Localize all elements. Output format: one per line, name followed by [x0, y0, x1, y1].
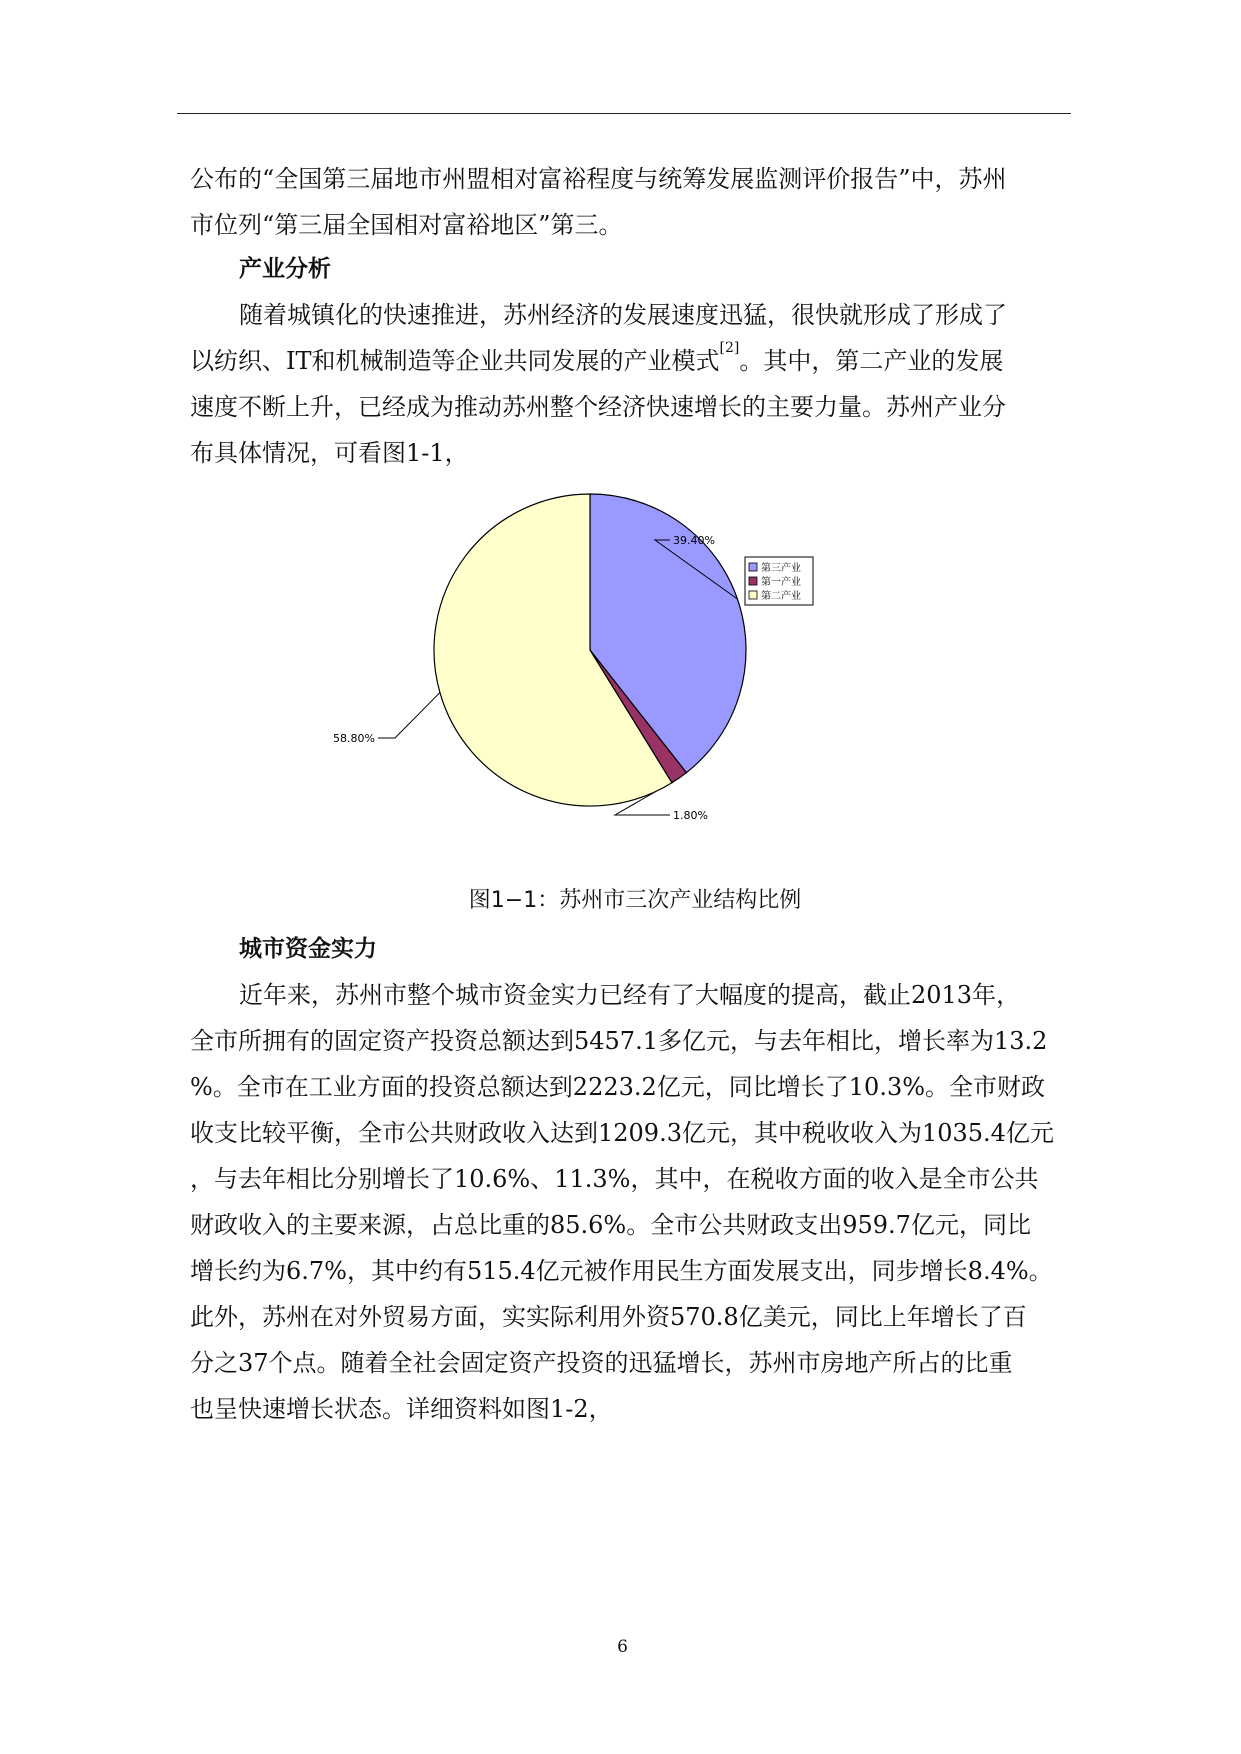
- citation-reference[interactable]: [2]: [719, 340, 740, 356]
- leader-line-secondary: [378, 693, 440, 738]
- header-rule: [177, 113, 1071, 114]
- paragraph-text: 。其中，第二产业的发展: [739, 347, 1004, 375]
- legend-swatch-secondary: [749, 591, 757, 599]
- section-heading-funds: 城市资金实力: [239, 936, 377, 962]
- legend-swatch-primary: [749, 577, 757, 585]
- paragraph-line: ，与去年相比分别增长了10.6%、11.3%，其中，在税收方面的收入是全市公共: [190, 1165, 1039, 1193]
- paragraph-line: 速度不断上升，已经成为推动苏州整个经济快速增长的主要力量。苏州产业分: [190, 393, 1006, 421]
- pie-chart-svg: [333, 480, 940, 840]
- data-label-primary: 1.80%: [673, 809, 708, 822]
- page-number: 6: [617, 1637, 628, 1657]
- data-label-tertiary: 39.40%: [673, 534, 715, 547]
- paragraph-line: 财政收入的主要来源，占总比重的85.6%。全市公共财政支出959.7亿元，同比: [190, 1211, 1031, 1239]
- legend-label-primary: 第一产业: [761, 577, 801, 588]
- industry-pie-chart: [333, 480, 940, 840]
- industry-section: [190, 246, 1060, 476]
- paragraph-line: 也呈快速增长状态。详细资料如图1-2，: [190, 1395, 613, 1423]
- paragraph-line: 此外，苏州在对外贸易方面，实实际利用外资570.8亿美元，同比上年增长了百: [190, 1303, 1027, 1331]
- legend-label-secondary: 第二产业: [761, 591, 801, 602]
- paragraph-line: 收支比较平衡，全市公共财政收入达到1209.3亿元，其中税收收入为1035.4亿元: [190, 1119, 1054, 1147]
- paragraph-line: 分之37个点。随着全社会固定资产投资的迅猛增长，苏州市房地产所占的比重: [190, 1349, 1013, 1377]
- paragraph-line: 公布的“全国第三届地市州盟相对富裕程度与统筹发展监测评价报告”中，苏州: [190, 165, 1007, 193]
- paragraph-text: 以纺织、IT和机械制造等企业共同发展的产业模式: [190, 347, 720, 375]
- paragraph-line: 随着城镇化的快速推进，苏州经济的发展速度迅猛，很快就形成了形成了: [239, 301, 1007, 329]
- paragraph-line: 布具体情况，可看图1-1，: [190, 439, 469, 467]
- legend-label-tertiary: 第三产业: [761, 563, 801, 574]
- paragraph-line: 全市所拥有的固定资产投资总额达到5457.1多亿元，与去年相比，增长率为13.2: [190, 1027, 1048, 1055]
- funds-section: [190, 926, 1060, 1432]
- paragraph-line: 增长约为6.7%，其中约有515.4亿元被作用民生方面发展支出，同步增长8.4%。: [190, 1257, 1053, 1285]
- paragraph-line: 市位列“第三届全国相对富裕地区”第三。: [190, 211, 623, 239]
- paragraph-line: [190, 338, 1060, 384]
- data-label-secondary: 58.80%: [333, 732, 375, 745]
- paragraph-line: %。全市在工业方面的投资总额达到2223.2亿元，同比增长了10.3%。全市财政: [190, 1073, 1046, 1101]
- intro-paragraph: [190, 156, 1060, 248]
- section-heading-industry: 产业分析: [239, 256, 331, 282]
- figure-caption: 图1−1：苏州市三次产业结构比例: [468, 888, 802, 913]
- legend-swatch-tertiary: [749, 563, 757, 571]
- paragraph-line: 近年来，苏州市整个城市资金实力已经有了大幅度的提高，截止2013年，: [239, 981, 1021, 1009]
